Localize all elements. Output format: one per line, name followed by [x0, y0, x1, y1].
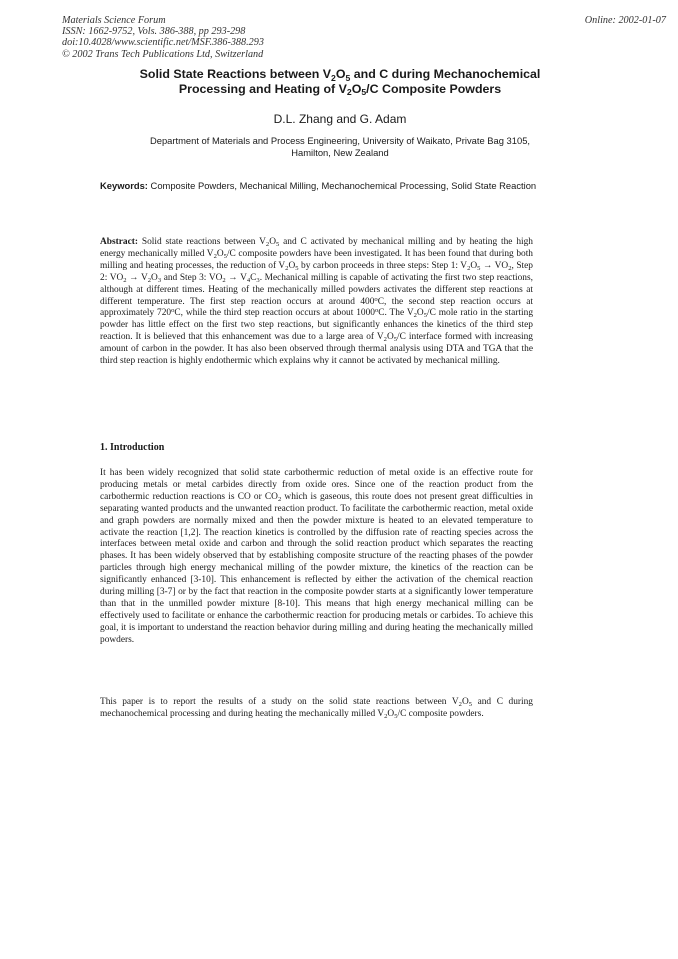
introduction-paragraph-2: This paper is to report the results of a study on the solid state reactions between $V_2O_5$ and C during mechanochemical processing and during heating the mechanically milled $V_2O_5/C$ composite powders.	[100, 697, 533, 720]
issn-line: ISSN: 1662-9752, Vols. 386-388, pp 293-298	[62, 26, 246, 38]
abstract: Abstract: Solid state reactions between $V_2O_5$ and C activated by mechanical milling and by heating the high energy mechanically milled $V_2O_5/C$ composite powders have been investigated. It has been found that during both milling and heating processes, the reduction of $V_2O_5$ by carbon proceeds in three steps: Step 1: $V_2O_5 \to VO_2$, Step 2: $VO_2 \to V_2O_3$ and Step 3: $VO_2 \to V_4C_3$. Mechanical milling is capable of activating the first two step reactions, although at different times. Heating of the mechanically milled powders activates the different step reactions at different temperature. The first step reaction occurs at around 400$^o$C, the second step reaction occurs at approximately 720$^o$C, while the third step reaction occurs at about 1000$^o$C. The $V_2O_5/C$ mole ratio in the starting powder has little effect on the first two step reactions, but significantly enhances the kinetics of the third step reaction. It is believed that this enhancement was due to a large area of $V_2O_5/C$ interface formed with increasing amount of carbon in the powder. It has also been observed through thermal analysis using DTA and TGA that the third step reaction is highly endothermic which explains why it cannot be activated by mechanical milling.	[100, 237, 534, 367]
affiliation: Department of Materials and Process Engineering, University of Waikato, Private Bag 3105, Hamilton, New Zealand	[149, 135, 531, 159]
introduction-paragraph-1: It has been widely recognized that solid state carbothermic reduction of metal oxide is an effective route for producing metals or metal carbides directly from oxide ores. Since one of the reaction product from the carbothermic reduction reactions is CO or $CO_2$ which is gaseous, this route does not present great difficulties in separating wanted products and the unwanted reaction product. To facilitate the carbothermic reaction, metal oxide and graph powders are normally mixed and then the powder mixture is heated to an elevated temperature to activate the reaction [1,2]. The reaction kinetics is controlled by the diffusion rate of reacting species across the interfaces between metal oxide and carbon and through the solid reaction product which separates the reacting phases. It has been widely observed that by establishing composite structure of the reacting phases of the powder particles through high energy mechanical milling of the powder mixture, the kinetics of the reaction can be significantly enhanced [3-10]. This enhancement is reflected by either the activation of the chemical reaction during milling [3-7] or by the fact that reaction in the composite powder starts at a significantly lower temperature than that in the unmilled powder mixture [8-10]. This means that high energy mechanical milling can be effectively used to facilitate or enhance the carbothermic reaction for producing metals or carbides. To achieve this goal, it is important to understand the reaction behavior during milling and during heating the mechanically milled powders.	[100, 468, 533, 645]
copyright-line: © 2002 Trans Tech Publications Ltd, Switzerland	[62, 48, 264, 60]
section-heading-introduction: 1. Introduction	[100, 442, 165, 453]
keywords-text: Composite Powders, Mechanical Milling, Mechanochemical Processing, Solid State Reaction	[147, 180, 537, 191]
doi-line: doi:10.4028/www.scientific.net/MSF.386-388.293	[62, 37, 264, 49]
journal-metadata	[62, 15, 264, 60]
title-line-2: Processing and Heating of $V_2O_5/C$ Composite Powders	[178, 81, 502, 98]
journal-name: Materials Science Forum	[62, 15, 166, 26]
abstract-label: Abstract:	[100, 237, 139, 247]
keywords-label: Keywords:	[100, 180, 148, 191]
paper-title	[60, 67, 620, 96]
title-line-1: Solid State Reactions between $V_2O_5$ and C during Mechanochemical	[139, 67, 541, 83]
keywords	[100, 180, 540, 192]
authors: D.L. Zhang and G. Adam	[273, 112, 407, 126]
online-date: Online: 2002-01-07	[584, 15, 666, 26]
